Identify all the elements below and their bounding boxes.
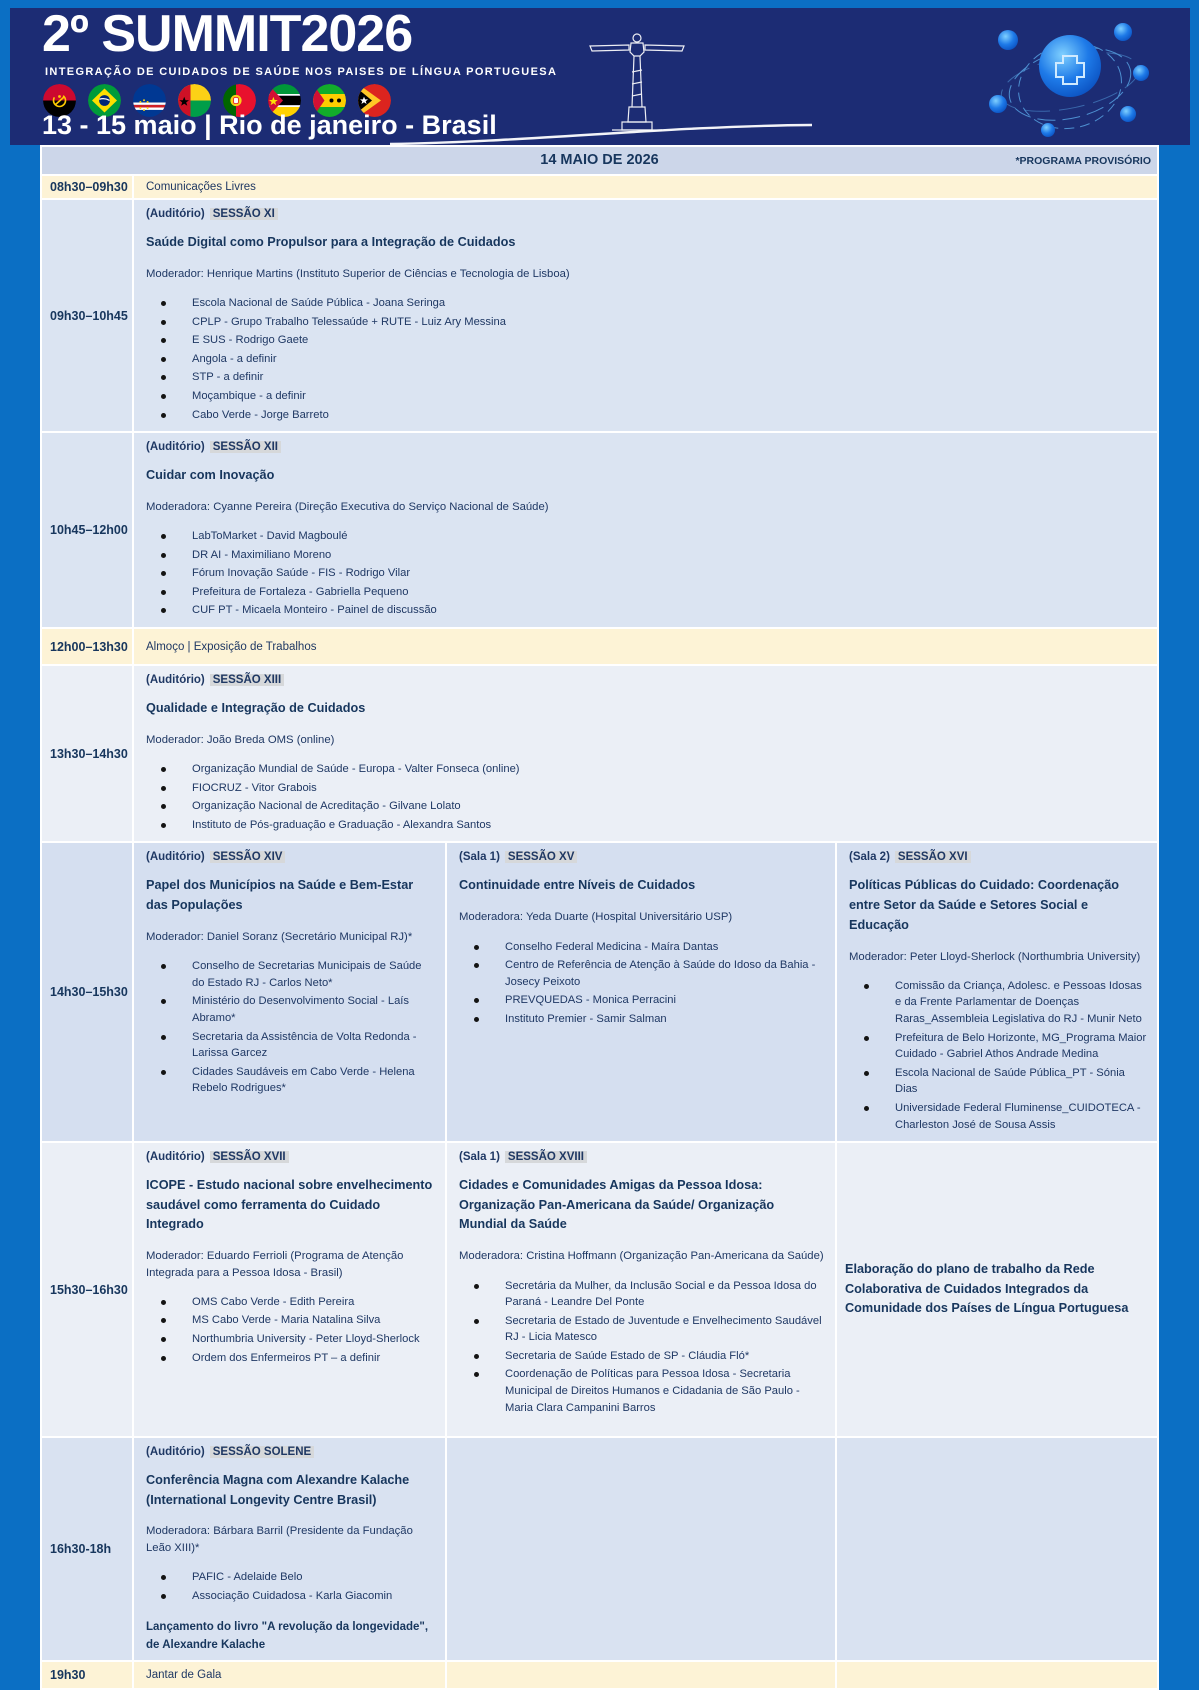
event-subtitle: INTEGRAÇÃO DE CUIDADOS DE SAÚDE NOS PAISES DE LÍNGUA PORTUGUESA xyxy=(45,66,558,78)
session-moderator: Moderador: João Breda OMS (online) xyxy=(146,733,335,746)
speaker-item: Cabo Verde - Jorge Barreto xyxy=(146,407,1147,424)
session-tag: SESSÃO XV xyxy=(505,851,577,863)
session-tag: SESSÃO XVII xyxy=(210,1151,289,1163)
session-moderator: Moderadora: Yeda Duarte (Hospital Universitário USP) xyxy=(459,911,733,924)
session-tagline xyxy=(459,851,825,863)
session-location: (Auditório) xyxy=(146,674,205,687)
session-moderator: Moderadora: Cyanne Pereira (Direção Executiva do Serviço Nacional de Saúde) xyxy=(146,500,549,513)
digital-health-globe-illustration xyxy=(978,18,1158,145)
speaker-item: Instituto de Pós-graduação e Graduação - Alexandra Santos xyxy=(146,817,1147,834)
time-slot: 13h30–14h30 xyxy=(41,665,133,842)
provisional-note: *PROGRAMA PROVISÓRIO xyxy=(1015,155,1151,167)
session-title: Papel dos Municípios na Saúde e Bem-Estar das Populações xyxy=(146,878,414,913)
session xyxy=(146,1446,435,1654)
session-cell xyxy=(133,665,1158,842)
session-moderator: Moderador: Henrique Martins (Instituto Superior de Ciências e Tecnologia de Lisboa) xyxy=(146,267,570,280)
speaker-item: Conselho Federal Medicina - Maíra Dantas xyxy=(459,939,825,956)
session-title: Cuidar com Inovação xyxy=(146,468,275,483)
session-title: Qualidade e Integração de Cuidados xyxy=(146,701,366,716)
session-location: (Auditório) xyxy=(146,208,205,220)
speaker-list xyxy=(146,1569,435,1604)
schedule-row xyxy=(41,175,1158,199)
speaker-item: Instituto Premier - Samir Salman xyxy=(459,1011,825,1028)
speaker-item: PAFIC - Adelaide Belo xyxy=(146,1569,435,1586)
time-slot: 19h30 xyxy=(41,1661,133,1689)
speaker-item: Secretaria de Estado de Juventude e Envelhecimento Saudável RJ - Licia Matesco xyxy=(459,1313,825,1346)
schedule-row xyxy=(41,1142,1158,1437)
empty-cell xyxy=(836,1661,1158,1689)
speaker-item: E SUS - Rodrigo Gaete xyxy=(146,332,1147,349)
speaker-item: Comissão da Criança, Adolesc. e Pessoas Idosas e da Frente Parlamentar de Doenças Raras_Assembleia Legislativa do RJ - Munir Neto xyxy=(849,978,1147,1028)
session xyxy=(146,851,435,1096)
speaker-list xyxy=(146,295,1147,423)
empty-cell xyxy=(836,1437,1158,1661)
speaker-item: Ministério do Desenvolvimento Social - Laís Abramo* xyxy=(146,993,435,1026)
speaker-item: Prefeitura de Fortaleza - Gabriella Pequeno xyxy=(146,584,1147,601)
session-cell xyxy=(836,842,1158,1142)
break-label: Comunicações Livres xyxy=(133,175,1158,199)
empty-cell xyxy=(446,1661,836,1689)
session-title: Continuidade entre Níveis de Cuidados xyxy=(459,878,696,893)
schedule-row xyxy=(41,665,1158,842)
session xyxy=(146,674,1147,833)
time-slot: 08h30–09h30 xyxy=(41,175,133,199)
speaker-item: Organização Nacional de Acreditação - Gilvane Lolato xyxy=(146,798,1147,815)
christ-redeemer-illustration xyxy=(582,12,692,142)
event-title: 2º SUMMIT2026 xyxy=(42,8,413,63)
schedule-row xyxy=(41,199,1158,432)
speaker-list xyxy=(459,1278,825,1417)
day-header-row xyxy=(41,146,1158,175)
speaker-list xyxy=(146,958,435,1097)
session-location: (Auditório) xyxy=(146,441,205,454)
break-label: Jantar de Gala xyxy=(133,1661,446,1689)
session-tagline xyxy=(146,441,1147,453)
speaker-item: MS Cabo Verde - Maria Natalina Silva xyxy=(146,1312,435,1329)
session-tag: SESSÃO XVI xyxy=(895,851,971,863)
speaker-item: Secretaria de Saúde Estado de SP - Cláudia Fló* xyxy=(459,1348,825,1365)
session-location: (Sala 1) xyxy=(459,1151,500,1164)
session xyxy=(849,851,1147,1133)
note-cell xyxy=(836,1142,1158,1437)
speaker-list xyxy=(849,978,1147,1133)
speaker-item: FIOCRUZ - Vitor Grabois xyxy=(146,780,1147,797)
session-location: (Auditório) xyxy=(146,1151,205,1164)
session-cell xyxy=(133,1142,446,1437)
session-tag: SESSÃO XIII xyxy=(210,674,284,686)
speaker-item: Moçambique - a definir xyxy=(146,388,1147,405)
session-moderator: Moderadora: Cristina Hoffmann (Organização Pan-Americana da Saúde) xyxy=(459,1250,824,1263)
speaker-item: PREVQUEDAS - Monica Perracini xyxy=(459,992,825,1009)
session-tagline xyxy=(146,851,435,863)
session-location: (Auditório) xyxy=(146,1446,205,1459)
speaker-item: DR AI - Maximiliano Moreno xyxy=(146,547,1147,564)
time-slot: 09h30–10h45 xyxy=(41,199,133,432)
schedule-row xyxy=(41,1661,1158,1689)
session-tagline xyxy=(146,1446,435,1458)
session-tagline xyxy=(849,851,1147,863)
session-tag: SESSÃO SOLENE xyxy=(210,1446,314,1458)
speaker-list xyxy=(146,761,1147,833)
speaker-item: Organização Mundial de Saúde - Europa - Valter Fonseca (online) xyxy=(146,761,1147,778)
speaker-list xyxy=(146,528,1147,619)
time-slot: 15h30–16h30 xyxy=(41,1142,133,1437)
session xyxy=(146,441,1147,619)
session xyxy=(146,208,1147,423)
session-title: Saúde Digital como Propulsor para a Integração de Cuidados xyxy=(146,235,516,249)
session-cell xyxy=(133,1437,446,1661)
speaker-item: Prefeitura de Belo Horizonte, MG_Programa Maior Cuidado - Gabriel Athos Andrade Medina xyxy=(849,1030,1147,1063)
schedule-table xyxy=(40,145,1159,1690)
empty-cell xyxy=(446,1437,836,1661)
schedule-row xyxy=(41,842,1158,1142)
session-title: Políticas Públicas do Cuidado: Coordenação entre Setor da Saúde e Setores Social e Educação xyxy=(849,878,1120,932)
event-banner xyxy=(10,8,1190,145)
speaker-item: Secretaria da Assistência de Volta Redonda - Larissa Garcez xyxy=(146,1029,435,1062)
speaker-item: Conselho de Secretarias Municipais de Saúde do Estado RJ - Carlos Neto* xyxy=(146,958,435,991)
session-tag: SESSÃO XVIII xyxy=(505,1151,587,1163)
session-moderator: Moderador: Peter Lloyd-Sherlock (Northumbria University) xyxy=(849,950,1141,963)
session-title: ICOPE - Estudo nacional sobre envelhecimento saudável como ferramenta do Cuidado Integrado xyxy=(146,1178,433,1232)
speaker-item: Angola - a definir xyxy=(146,351,1147,368)
session-tagline xyxy=(146,208,1147,220)
session-title: Cidades e Comunidades Amigas da Pessoa Idosa: Organização Pan-Americana da Saúde/ Organização Mundial da Saúde xyxy=(459,1178,775,1232)
speaker-item: Fórum Inovação Saúde - FIS - Rodrigo Vilar xyxy=(146,565,1147,582)
session-tagline xyxy=(146,674,1147,686)
session-cell xyxy=(446,842,836,1142)
session-location: (Auditório) xyxy=(146,851,205,864)
session xyxy=(459,1151,825,1416)
schedule-row xyxy=(41,628,1158,665)
day-title: 14 MAIO DE 2026 xyxy=(540,152,659,168)
speaker-item: Secretária da Mulher, da Inclusão Social e da Pessoa Idosa do Paraná - Leandre Del Ponte xyxy=(459,1278,825,1311)
speaker-item: CPLP - Grupo Trabalho Telessaúde + RUTE - Luiz Ary Messina xyxy=(146,314,1147,331)
session-tag: SESSÃO XII xyxy=(210,441,281,453)
break-label: Almoço | Exposição de Trabalhos xyxy=(133,628,1158,665)
session xyxy=(459,851,825,1027)
session-location: (Sala 2) xyxy=(849,851,890,864)
speaker-item: STP - a definir xyxy=(146,369,1147,386)
speaker-item: Centro de Referência de Atenção à Saúde do Idoso da Bahia -Josecy Peixoto xyxy=(459,957,825,990)
schedule-row xyxy=(41,432,1158,628)
standalone-activity: Elaboração do plano de trabalho da Rede Colaborativa de Cuidados Integrados da Comunidade dos Países de Língua Portuguesa xyxy=(845,1262,1129,1316)
time-slot: 10h45–12h00 xyxy=(41,432,133,628)
schedule-sheet xyxy=(40,145,1157,1690)
speaker-item: Associação Cuidadosa - Karla Giacomin xyxy=(146,1588,435,1605)
session-tagline xyxy=(459,1151,825,1163)
session-footer: Lançamento do livro "A revolução da longevidade", de Alexandre Kalache xyxy=(146,1621,429,1651)
speaker-item: Escola Nacional de Saúde Pública - Joana Seringa xyxy=(146,295,1147,312)
speaker-item: OMS Cabo Verde - Edith Pereira xyxy=(146,1294,435,1311)
time-slot: 16h30-18h xyxy=(41,1437,133,1661)
session-location: (Sala 1) xyxy=(459,851,500,864)
session-title: Conferência Magna com Alexandre Kalache (International Longevity Centre Brasil) xyxy=(146,1473,410,1507)
speaker-list xyxy=(146,1294,435,1366)
speaker-item: Coordenação de Políticas para Pessoa Idosa - Secretaria Municipal de Direitos Humanos e Cidadania de São Paulo - Maria Clara Campanini Barros xyxy=(459,1366,825,1416)
session-tagline xyxy=(146,1151,435,1163)
session-tag: SESSÃO XI xyxy=(210,208,278,220)
session-cell xyxy=(133,842,446,1142)
speaker-item: Ordem dos Enfermeiros PT – a definir xyxy=(146,1350,435,1367)
speaker-item: Escola Nacional de Saúde Pública_PT - Sónia Dias xyxy=(849,1065,1147,1098)
schedule-row xyxy=(41,1437,1158,1661)
event-dates: 13 - 15 maio | Rio de janeiro - Brasil xyxy=(42,110,497,140)
speaker-item: LabToMarket - David Magboulé xyxy=(146,528,1147,545)
session-moderator: Moderadora: Bárbara Barril (Presidente da Fundação Leão XIII)* xyxy=(146,1525,413,1554)
speaker-item: Universidade Federal Fluminense_CUIDOTECA - Charleston José de Sousa Assis xyxy=(849,1100,1147,1133)
time-slot: 14h30–15h30 xyxy=(41,842,133,1142)
session-cell xyxy=(446,1142,836,1437)
speaker-item: CUF PT - Micaela Monteiro - Painel de discussão xyxy=(146,602,1147,619)
session-tag: SESSÃO XIV xyxy=(210,851,286,863)
session-moderator: Moderador: Daniel Soranz (Secretário Municipal RJ)* xyxy=(146,930,413,943)
session xyxy=(146,1151,435,1366)
speaker-list xyxy=(459,939,825,1028)
session-moderator: Moderador: Eduardo Ferrioli (Programa de Atenção Integrada para a Pessoa Idosa - Brasil) xyxy=(146,1250,404,1279)
speaker-item: Northumbria University - Peter Lloyd-Sherlock xyxy=(146,1331,435,1348)
time-slot: 12h00–13h30 xyxy=(41,628,133,665)
speaker-item: Cidades Saudáveis em Cabo Verde - Helena Rebelo Rodrigues* xyxy=(146,1064,435,1097)
session-cell xyxy=(133,199,1158,432)
session-cell xyxy=(133,432,1158,628)
